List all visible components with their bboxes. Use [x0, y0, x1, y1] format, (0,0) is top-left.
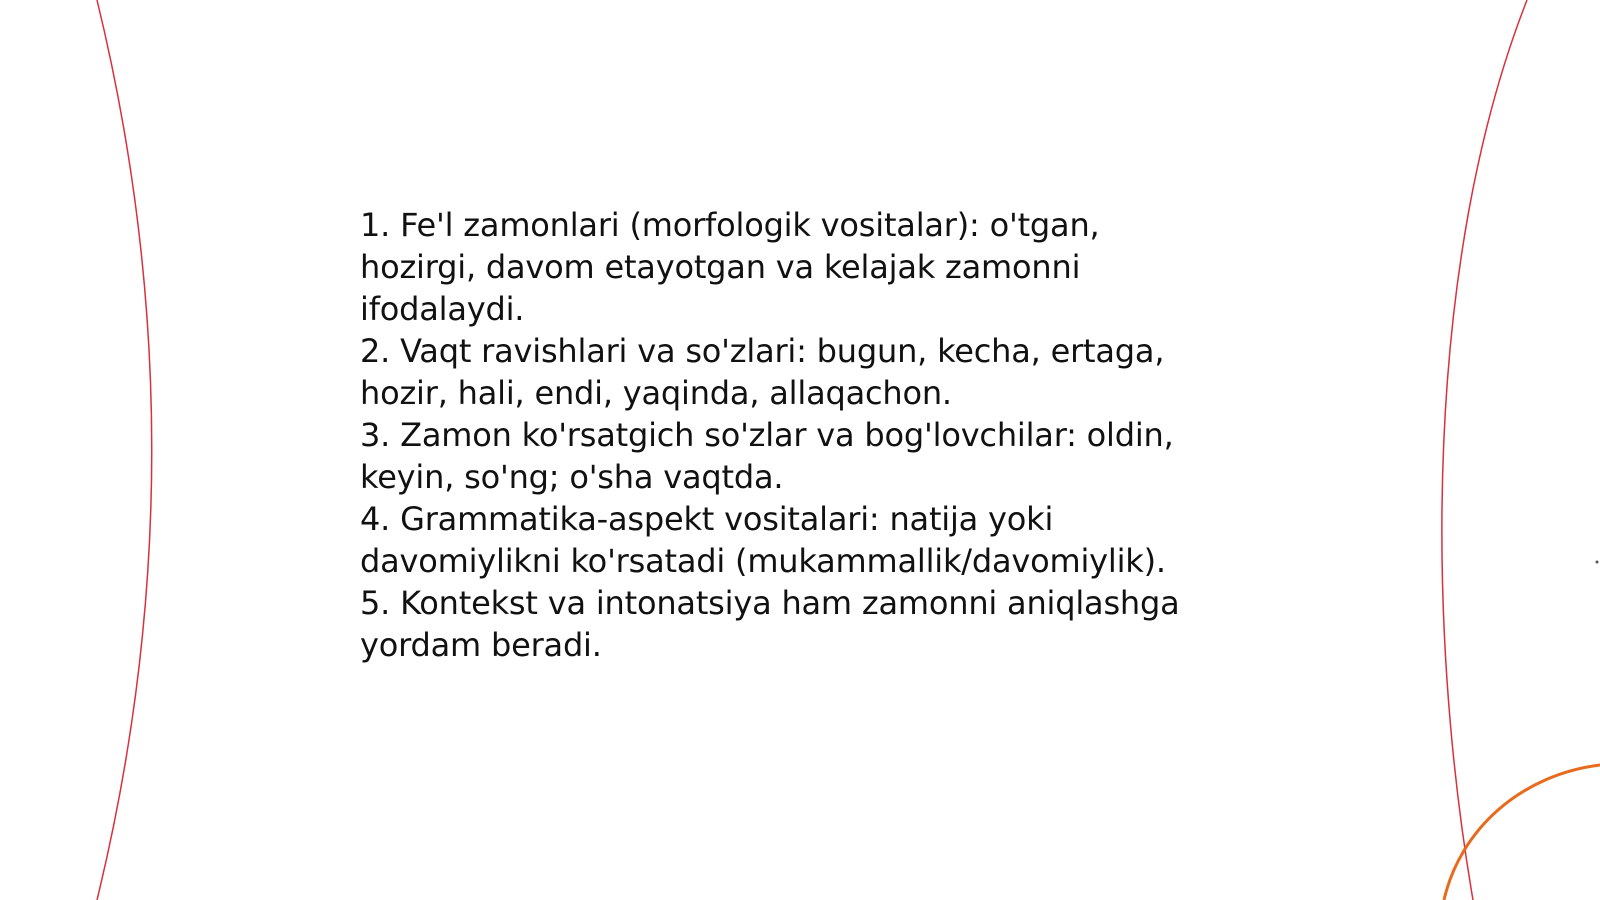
- left-curve-line: [97, 0, 152, 900]
- list-item: 2. Vaqt ravishlari va so'zlari: bugun, kecha, ertaga, hozir, hali, endi, yaqinda, allaqachon.: [360, 332, 1165, 412]
- small-dot: [1596, 561, 1599, 564]
- list-item: 5. Kontekst va intonatsiya ham zamonni aniqlashga yordam beradi.: [360, 584, 1180, 664]
- slide-body-text: [360, 204, 1220, 666]
- right-curve-line: [1442, 0, 1527, 900]
- list-item: 1. Fe'l zamonlari (morfologik vositalar): o'tgan, hozirgi, davom etayotgan va kelajak zamonni ifodalaydi.: [360, 206, 1100, 328]
- orange-arc: [1444, 765, 1600, 900]
- list-item: 3. Zamon ko'rsatgich so'zlar va bog'lovchilar: oldin, keyin, so'ng; o'sha vaqtda.: [360, 416, 1174, 496]
- list-item: 4. Grammatika-aspekt vositalari: natija yoki davomiylikni ko'rsatadi (mukammallik/davomiylik).: [360, 500, 1166, 580]
